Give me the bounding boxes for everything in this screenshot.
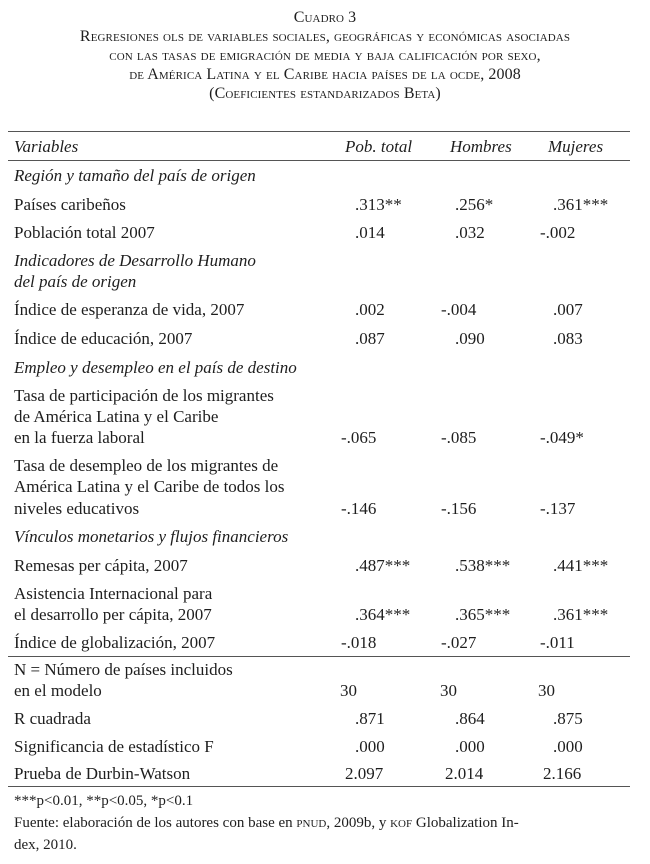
source-text: , 2009b, y	[326, 815, 391, 831]
table-title-line-2: con las tasas de emigración de media y baja calificación por sexo,	[109, 47, 541, 64]
table-subtitle: (Coeficientes estandarizados Beta)	[209, 85, 441, 102]
section-heading: Vínculos monetarios y flujos financieros	[14, 527, 289, 546]
source-text: Globalization In-	[412, 815, 519, 831]
value-hombres: .000	[455, 737, 485, 756]
source-text: Fuente: elaboración de los autores con base en	[14, 815, 297, 831]
value-mujeres: .083	[553, 329, 583, 348]
table-number: Cuadro 3	[293, 9, 357, 26]
value-pob-total: .087	[355, 329, 385, 348]
value-hombres: -.156	[441, 499, 477, 518]
row-label-line-1: Tasa de participación de los migrantes	[14, 386, 274, 405]
value-pob-total: .313**	[355, 195, 402, 214]
value-pob-total: .002	[355, 300, 385, 319]
value-mujeres: 30	[538, 681, 555, 700]
value-pob-total: -.146	[341, 499, 377, 518]
row-label: Índice de globalización, 2007	[14, 633, 216, 652]
value-mujeres: .000	[553, 737, 583, 756]
stats-rule	[8, 656, 630, 657]
row-label-line-2: en el modelo	[14, 681, 102, 700]
table-title-line-3: de América Latina y el Caribe hacia países de la ocde, 2008	[129, 66, 521, 83]
section-heading: Empleo y desempleo en el país de destino	[14, 358, 297, 377]
row-label: Remesas per cápita, 2007	[14, 556, 188, 575]
value-mujeres: .441***	[553, 556, 609, 575]
value-hombres: .256*	[455, 195, 494, 214]
row-label-line-1: Asistencia Internacional para	[14, 584, 213, 603]
row-label: Índice de esperanza de vida, 2007	[14, 300, 245, 319]
value-mujeres: -.011	[540, 633, 575, 652]
value-pob-total: 30	[340, 681, 357, 700]
value-hombres: -.027	[441, 633, 477, 652]
row-label-line-3: niveles educativos	[14, 499, 140, 518]
source-note-cont: dex, 2010.	[14, 837, 77, 853]
value-hombres: 30	[440, 681, 457, 700]
bottom-rule	[8, 786, 630, 787]
row-label-line-1: Tasa de desempleo de los migrantes de	[14, 456, 279, 475]
header-pob-total: Pob. total	[345, 137, 413, 156]
value-mujeres: 2.166	[543, 764, 582, 783]
value-pob-total: .014	[355, 223, 385, 242]
section-heading-cont: del país de origen	[14, 272, 137, 291]
row-label: Significancia de estadístico F	[14, 737, 214, 756]
value-pob-total: -.018	[341, 633, 377, 652]
value-mujeres: .361***	[553, 605, 609, 624]
header-rule	[8, 160, 630, 161]
value-pob-total: .871	[355, 709, 385, 728]
source-kof: kof	[390, 815, 413, 831]
row-label-line-2: de América Latina y el Caribe	[14, 407, 219, 426]
header-variables: Variables	[14, 137, 79, 156]
row-label-line-2: América Latina y el Caribe de todos los	[14, 477, 285, 496]
value-pob-total: .000	[355, 737, 385, 756]
value-mujeres: .875	[553, 709, 583, 728]
value-pob-total: -.065	[341, 428, 377, 447]
row-label: Índice de educación, 2007	[14, 329, 193, 348]
value-mujeres: .361***	[553, 195, 609, 214]
source-note	[14, 813, 519, 834]
row-label: R cuadrada	[14, 709, 91, 728]
value-hombres: .032	[455, 223, 485, 242]
section-heading: Región y tamaño del país de origen	[14, 166, 256, 185]
top-rule	[8, 131, 630, 132]
row-label-line-1: N = Número de países incluidos	[14, 660, 233, 679]
value-pob-total: .487***	[355, 556, 411, 575]
value-hombres: -.004	[441, 300, 477, 319]
row-label: Población total 2007	[14, 223, 155, 242]
value-mujeres: .007	[553, 300, 583, 319]
value-pob-total: 2.097	[345, 764, 384, 783]
significance-note: ***p<0.01, **p<0.05, *p<0.1	[14, 793, 194, 809]
value-hombres: 2.014	[445, 764, 484, 783]
value-mujeres: -.002	[540, 223, 576, 242]
value-mujeres: -.137	[540, 499, 576, 518]
header-mujeres: Mujeres	[548, 137, 604, 156]
row-label-line-3: en la fuerza laboral	[14, 428, 145, 447]
value-mujeres: -.049*	[540, 428, 584, 447]
row-label-line-2: el desarrollo per cápita, 2007	[14, 605, 212, 624]
section-heading: Indicadores de Desarrollo Humano	[14, 251, 256, 270]
value-pob-total: .364***	[355, 605, 411, 624]
header-hombres: Hombres	[450, 137, 512, 156]
value-hombres: -.085	[441, 428, 477, 447]
source-pnud: pnud	[296, 815, 327, 831]
value-hombres: .538***	[455, 556, 511, 575]
value-hombres: .090	[455, 329, 485, 348]
table-title-line-1: Regresiones ols de variables sociales, geográficas y económicas asociadas	[79, 28, 571, 45]
row-label: Prueba de Durbin-Watson	[14, 764, 191, 783]
row-label: Países caribeños	[14, 195, 126, 214]
value-hombres: .864	[455, 709, 485, 728]
value-hombres: .365***	[455, 605, 511, 624]
